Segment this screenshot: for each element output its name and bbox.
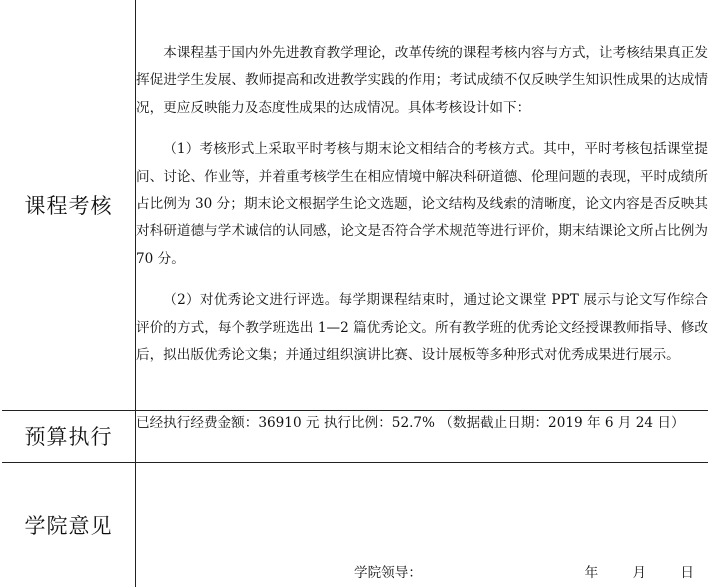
college-opinion-label: 学院意见 [2,462,136,587]
course-assessment-content [136,0,709,410]
budget-content [136,410,709,462]
signature-date [585,561,694,581]
date-day-label: 日 [680,565,694,581]
project-report-table [2,0,708,587]
course-assessment-label: 课程考核 [2,0,136,410]
college-leader-signature-label: 学院领导： [354,565,422,581]
course-assessment-row [2,0,708,410]
course-assessment-paragraph-intro: 本课程基于国内外先进教育教学理论，改革传统的课程考核内容与方式，让考核结果真正发挥促进学生发展、教师提高和改进教学实践的作用；考试成绩不仅反映学生知识性成果的达成情况，更应反映能力及态度性成果的达成情况。具体考核设计如下： [136,45,708,116]
budget-execution-text: 已经执行经费金额：36910 元 执行比例：52.7% （数据截止日期：2019 年 6 月 24 日） [136,414,685,431]
college-opinion-content [136,462,709,587]
course-assessment-paragraph-format: （1）考核形式上采取平时考核与期末论文相结合的考核方式。其中，平时考核包括课堂提问、讨论、作业等，并着重考核学生在相应情境中解决科研道德、伦理问题的表现，平时成绩所占比例为 30 分；期末论文根据学生论文选题，论文结构及线索的清晰度，论文内容是否反映其对科研道德与学术诚信的认同感，论文是否符合学术规范等进行评价，期末结课论文所占比例为 70 分。 [136,141,708,267]
budget-row [2,410,708,462]
course-assessment-paragraph-excellent-papers: （2）对优秀论文进行评选。每学期课程结束时，通过论文课堂 PPT 展示与论文写作综合评价的方式，每个教学班选出 1—2 篇优秀论文。所有教学班的优秀论文经授课教师指导、修改后，拟出版优秀论文集；并通过组织演讲比赛、设计展板等多种形式对优秀成果进行展示。 [136,292,708,364]
college-opinion-row [2,462,708,587]
budget-label: 预算执行 [2,410,136,462]
date-month-label: 月 [632,565,647,581]
date-year-label: 年 [584,565,599,581]
